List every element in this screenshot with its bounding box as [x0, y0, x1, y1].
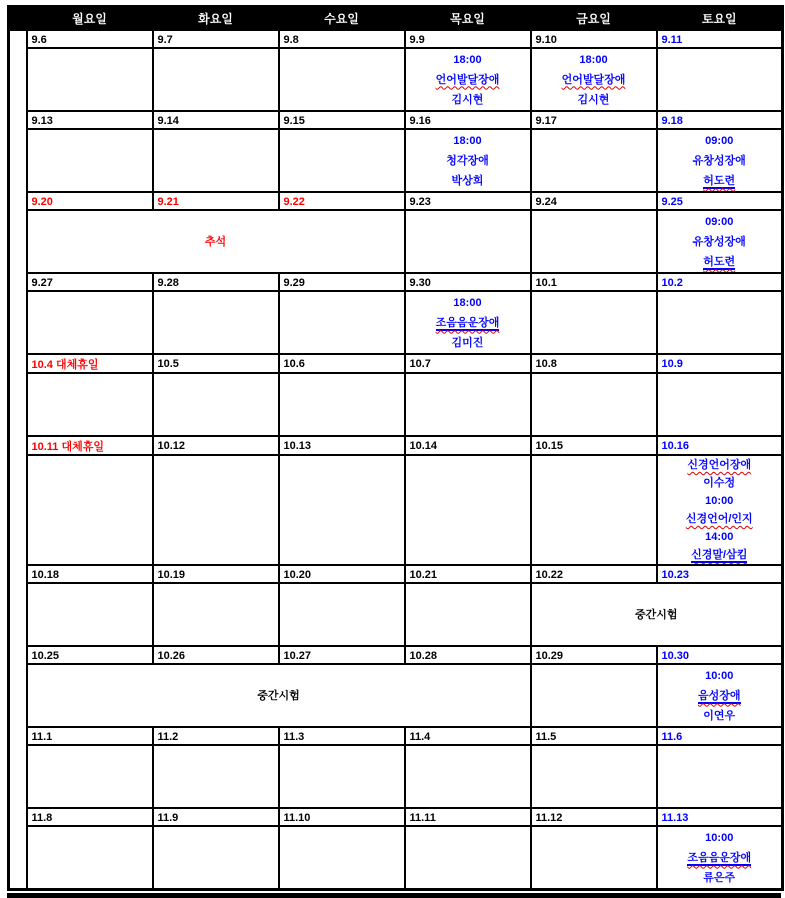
day-content-cell [657, 291, 783, 354]
event-text: 신경말/삼킴 [691, 549, 748, 561]
event-line [406, 151, 530, 171]
date-cell: 10.9 [657, 354, 783, 373]
event-text: 청각장애 [446, 154, 489, 167]
day-content-cell [153, 373, 279, 436]
event-text: 김시현 [577, 93, 610, 106]
date-cell: 9.17 [531, 111, 657, 129]
event-text: 음성장애 [697, 689, 741, 702]
event-line [658, 252, 782, 272]
date-cell: 11.1 [27, 727, 153, 745]
day-content-cell [657, 129, 783, 192]
date-cell: 10.13 [279, 436, 405, 455]
day-content-cell [657, 48, 783, 111]
date-cell: 11.8 [27, 808, 153, 826]
date-cell: 10.23 [657, 565, 783, 583]
day-content-cell [27, 745, 153, 808]
day-content-cell [657, 455, 783, 565]
date-cell: 9.20 [27, 192, 153, 210]
date-cell: 11.10 [279, 808, 405, 826]
week-date-row [9, 727, 783, 745]
date-cell: 11.9 [153, 808, 279, 826]
event-line [658, 848, 782, 868]
event-line [658, 706, 782, 726]
date-cell: 9.25 [657, 192, 783, 210]
event-text: 언어발달장애 [561, 73, 626, 86]
event-line [658, 474, 782, 492]
event-line [406, 333, 530, 353]
event-text: 18:00 [453, 134, 482, 147]
day-content-cell [405, 373, 531, 436]
event-text: 중간시험 [634, 608, 678, 621]
date-cell: 10.12 [153, 436, 279, 455]
date-cell: 10.1 [531, 273, 657, 291]
event-line [532, 90, 656, 110]
event-text: 이수정 [703, 477, 736, 489]
event-text: 조음음운장애 [687, 851, 752, 864]
day-content-cell [279, 373, 405, 436]
date-cell: 10.22 [531, 565, 657, 583]
exam-cell [531, 583, 783, 646]
day-content-cell [27, 291, 153, 354]
event-line [658, 666, 782, 686]
date-cell: 10.2 [657, 273, 783, 291]
date-cell: 10.8 [531, 354, 657, 373]
event-line [406, 50, 530, 70]
week-date-row [9, 436, 783, 455]
event-line [658, 492, 782, 510]
day-content-cell [531, 373, 657, 436]
calendar-header [9, 7, 783, 31]
date-cell: 11.11 [405, 808, 531, 826]
event-text: 조음음운장애 [435, 316, 500, 329]
date-cell: 9.24 [531, 192, 657, 210]
date-cell: 11.5 [531, 727, 657, 745]
day-content-cell [657, 373, 783, 436]
event-line [658, 212, 782, 232]
date-cell: 9.22 [279, 192, 405, 210]
date-cell: 9.13 [27, 111, 153, 129]
event-text: 10:00 [705, 831, 734, 844]
event-text: 중간시험 [257, 689, 300, 702]
day-content-cell [405, 455, 531, 565]
event-line [532, 70, 656, 90]
date-cell: 11.2 [153, 727, 279, 745]
date-cell: 9.16 [405, 111, 531, 129]
holiday-cell [27, 210, 405, 273]
event-text: 김시현 [451, 93, 484, 106]
weekday-header: 화요일 [153, 7, 279, 31]
date-cell: 10.29 [531, 646, 657, 664]
day-content-cell [279, 455, 405, 565]
event-line [658, 151, 782, 171]
day-content-cell [531, 455, 657, 565]
week-date-row [9, 273, 783, 291]
week-date-row [9, 354, 783, 373]
date-cell: 9.15 [279, 111, 405, 129]
week-content-row [9, 745, 783, 808]
date-cell: 9.6 [27, 30, 153, 48]
week-date-row [9, 646, 783, 664]
day-content-cell [27, 48, 153, 111]
week-content-row [9, 129, 783, 192]
date-cell: 10.26 [153, 646, 279, 664]
day-content-cell [657, 210, 783, 273]
event-line [658, 232, 782, 252]
weekday-header: 월요일 [27, 7, 153, 31]
date-cell: 11.6 [657, 727, 783, 745]
event-text: 박상희 [451, 174, 484, 187]
date-cell: 11.12 [531, 808, 657, 826]
event-text: 18:00 [453, 296, 482, 309]
event-text: 신경언어/인지 [685, 513, 753, 525]
day-content-cell [531, 48, 657, 111]
date-cell: 10.20 [279, 565, 405, 583]
event-line [658, 171, 782, 191]
event-text: 10:00 [705, 495, 734, 507]
date-cell: 10.28 [405, 646, 531, 664]
event-line [532, 605, 782, 625]
event-text: 14:00 [705, 531, 734, 543]
event-line [406, 293, 530, 313]
day-content-cell [27, 373, 153, 436]
day-content-cell [657, 745, 783, 808]
date-cell: 10.19 [153, 565, 279, 583]
date-cell: 11.4 [405, 727, 531, 745]
date-cell: 10.6 [279, 354, 405, 373]
event-text: 허도련 [703, 255, 736, 268]
day-content-cell [531, 745, 657, 808]
date-cell: 9.21 [153, 192, 279, 210]
date-cell: 9.27 [27, 273, 153, 291]
header-corner [9, 7, 27, 31]
event-text: 언어발달장애 [435, 73, 500, 86]
date-cell: 9.18 [657, 111, 783, 129]
event-line [658, 828, 782, 848]
date-cell: 10.5 [153, 354, 279, 373]
day-content-cell [153, 129, 279, 192]
week-content-row [9, 664, 783, 727]
date-cell: 10.18 [27, 565, 153, 583]
week-date-row [9, 565, 783, 583]
day-content-cell [153, 455, 279, 565]
date-cell: 10.21 [405, 565, 531, 583]
event-line [406, 171, 530, 191]
day-content-cell [279, 129, 405, 192]
event-line [658, 131, 782, 151]
date-cell: 9.29 [279, 273, 405, 291]
day-content-cell [657, 664, 783, 727]
event-text: 18:00 [453, 53, 482, 66]
event-text: 18:00 [579, 53, 608, 66]
date-cell: 10.11 대체휴일 [27, 436, 153, 455]
event-line [406, 70, 530, 90]
day-content-cell [531, 664, 657, 727]
day-content-cell [405, 129, 531, 192]
date-cell: 10.7 [405, 354, 531, 373]
date-cell: 10.4 대체휴일 [27, 354, 153, 373]
date-cell: 10.25 [27, 646, 153, 664]
day-content-cell [153, 745, 279, 808]
date-cell: 10.16 [657, 436, 783, 455]
weekday-header-row [9, 7, 783, 31]
date-cell: 9.28 [153, 273, 279, 291]
date-cell: 11.13 [657, 808, 783, 826]
calendar-body [9, 30, 783, 890]
day-content-cell [27, 455, 153, 565]
day-content-cell [27, 583, 153, 646]
week-date-row [9, 192, 783, 210]
event-line [658, 456, 782, 474]
day-content-cell [405, 210, 531, 273]
date-cell: 9.30 [405, 273, 531, 291]
day-content-cell [153, 291, 279, 354]
exam-cell [27, 664, 531, 727]
day-content-cell [27, 129, 153, 192]
day-content-cell [531, 210, 657, 273]
event-line [658, 528, 782, 546]
event-line [658, 686, 782, 706]
calendar-table [7, 5, 784, 891]
week-date-row [9, 30, 783, 48]
event-text: 신경언어장애 [687, 459, 752, 471]
event-text: 09:00 [705, 215, 734, 228]
event-text: 김미진 [451, 336, 484, 349]
event-text: 유창성장애 [692, 235, 746, 248]
day-content-cell [405, 48, 531, 111]
date-cell: 9.14 [153, 111, 279, 129]
date-cell: 11.3 [279, 727, 405, 745]
week-content-row [9, 373, 783, 436]
week-content-row [9, 48, 783, 111]
event-text: 추석 [204, 235, 227, 248]
day-content-cell [279, 745, 405, 808]
day-content-cell [279, 291, 405, 354]
day-content-cell [405, 291, 531, 354]
week-date-row [9, 808, 783, 826]
day-content-cell [279, 583, 405, 646]
week-content-row [9, 291, 783, 354]
event-line [658, 868, 782, 888]
event-line [532, 50, 656, 70]
date-cell: 9.8 [279, 30, 405, 48]
event-line [406, 131, 530, 151]
date-cell: 9.11 [657, 30, 783, 48]
date-cell: 9.7 [153, 30, 279, 48]
day-content-cell [153, 48, 279, 111]
left-gutter-cell [9, 30, 27, 890]
day-content-cell [279, 48, 405, 111]
weekday-header: 토요일 [657, 7, 783, 31]
bottom-border-bar [7, 893, 781, 898]
event-text: 유창성장애 [692, 154, 746, 167]
event-text: 10:00 [705, 669, 734, 682]
event-line [28, 232, 404, 252]
day-content-cell [531, 291, 657, 354]
date-cell: 10.14 [405, 436, 531, 455]
week-date-row [9, 111, 783, 129]
weekday-header: 목요일 [405, 7, 531, 31]
event-line [406, 313, 530, 333]
day-content-cell [153, 583, 279, 646]
date-cell: 10.27 [279, 646, 405, 664]
week-content-row [9, 210, 783, 273]
event-line [658, 510, 782, 528]
day-content-cell [405, 583, 531, 646]
week-content-row [9, 455, 783, 565]
event-line [28, 686, 530, 706]
date-cell: 10.15 [531, 436, 657, 455]
day-content-cell [531, 129, 657, 192]
day-content-cell [405, 745, 531, 808]
date-cell: 10.30 [657, 646, 783, 664]
week-content-row [9, 583, 783, 646]
event-line [406, 90, 530, 110]
event-text: 이연우 [703, 709, 736, 722]
weekday-header: 금요일 [531, 7, 657, 31]
event-text: 류은주 [703, 871, 736, 884]
weekday-header: 수요일 [279, 7, 405, 31]
date-cell: 9.10 [531, 30, 657, 48]
event-line [658, 546, 782, 564]
date-cell: 9.23 [405, 192, 531, 210]
event-text: 09:00 [705, 134, 734, 147]
date-cell: 9.9 [405, 30, 531, 48]
event-text: 허도련 [703, 174, 736, 187]
